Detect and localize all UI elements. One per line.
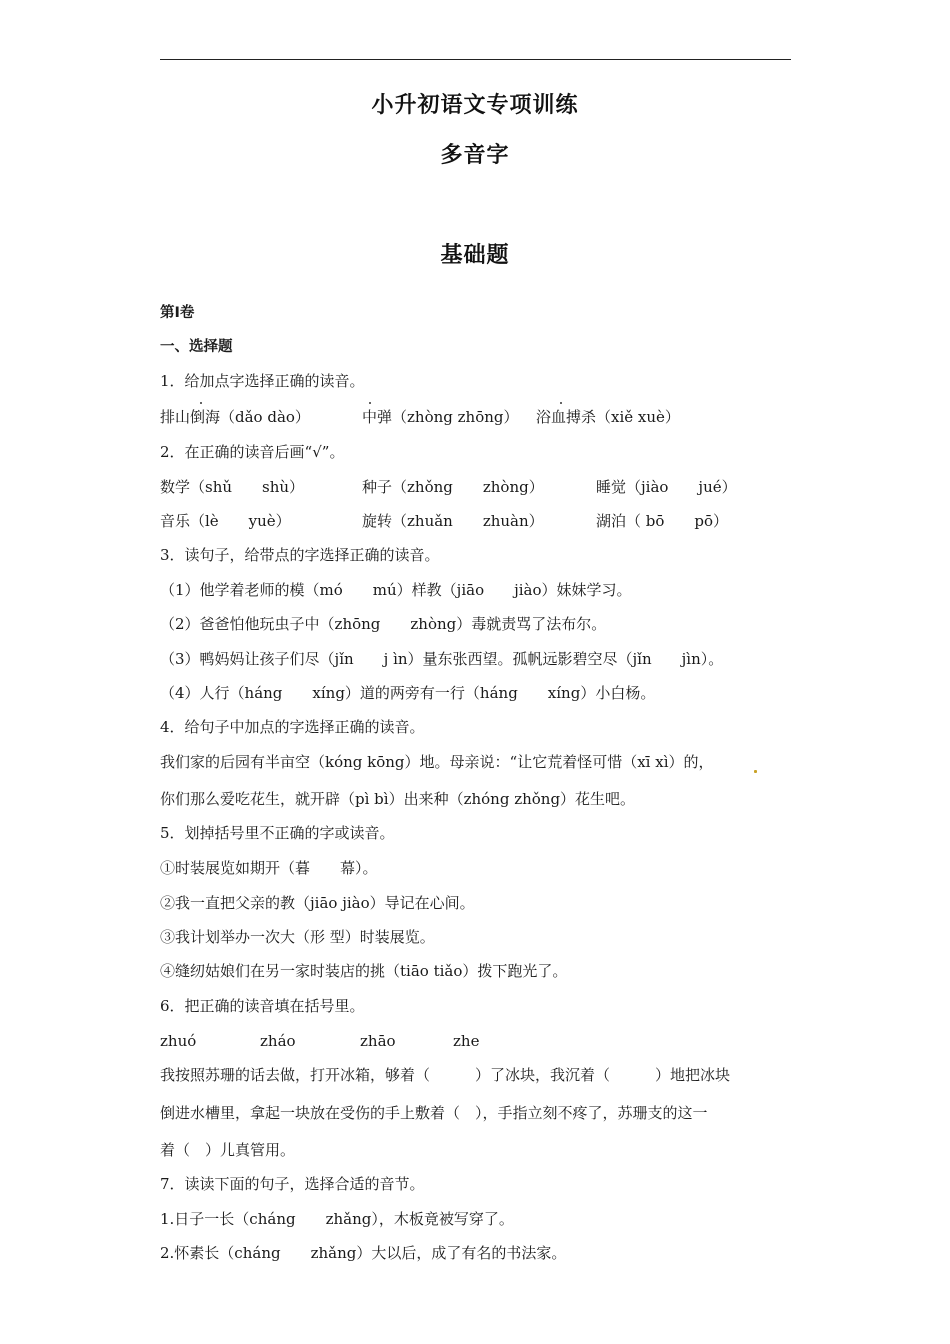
q3-line-1: （1）他学着老师的模（mó mú）样教（jiāo jiào）妹妹学习。 [160,581,632,599]
q2-r1-item-1: 数学（shǔ shù） [160,478,305,496]
q3-line-4: （4）人行（háng xíng）道的两旁有一行（háng xíng）小白杨。 [160,684,656,702]
q3-line-2: （2）爸爸怕他玩虫子中（zhōng zhòng）毒就责骂了法布尔。 [160,615,607,633]
emphasis-dot [369,402,371,404]
page-title: 小升初语文专项训练 [371,93,579,118]
header-rule [160,59,791,60]
q6-line-2: 倒进水槽里，拿起一块放在受伤的手上敷着（ ），手指立刻不疼了，苏珊支的这一 [160,1104,708,1122]
q2-r2-item-3: 湖泊（ bō pō） [596,512,729,530]
q4-prompt: 4．给句子中加点的字选择正确的读音。 [160,718,425,736]
page-subtitle: 多音字 [440,143,510,168]
q5-line-1: ①时装展览如期开（暮 幕）。 [160,859,378,877]
q6-option-4: zhe [453,1032,480,1050]
emphasis-dot [754,770,757,773]
q5-line-3: ③我计划举办一次大（形 型）时装展览。 [160,928,435,946]
q7-line-2: 2.怀素长（cháng zhǎng）大以后，成了有名的书法家。 [160,1244,567,1262]
emphasis-dot [560,402,562,404]
q7-line-1: 1.日子一长（cháng zhǎng），木板竟被写穿了。 [160,1210,514,1228]
q1-prompt: 1．给加点字选择正确的读音。 [160,372,365,390]
q2-r1-item-2: 种子（zhǒng zhòng） [362,478,544,496]
q2-r1-item-3: 睡觉（jiào jué） [596,478,737,496]
q5-line-4: ④缝纫姑娘们在另一家时装店的挑（tiāo tiǎo）拨下跑光了。 [160,962,568,980]
section-label: 一、选择题 [160,339,233,355]
q2-r2-item-1: 音乐（lè yuè） [160,512,291,530]
q6-prompt: 6．把正确的读音填在括号里。 [160,997,365,1015]
q6-line-1: 我按照苏珊的话去做，打开冰箱，够着（ ）了冰块，我沉着（ ）地把冰块 [160,1066,731,1084]
q4-line-1: 我们家的后园有半亩空（kóng kōng）地。母亲说：“让它荒着怪可惜（xī xì）的， [160,753,714,771]
q5-prompt: 5．划掉括号里不正确的字或读音。 [160,824,395,842]
q4-line-2: 你们那么爱吃花生，就开辟（pì bì）出来种（zhóng zhǒng）花生吧。 [160,790,636,808]
q6-option-3: zhāo [360,1032,396,1050]
q2-prompt: 2．在正确的读音后画“√”。 [160,443,345,461]
q1-item-3: 浴血搏杀（xiě xuè） [536,408,680,426]
q7-prompt: 7．读读下面的句子，选择合适的音节。 [160,1175,425,1193]
q1-item-2: 中弹（zhòng zhōng） [362,408,519,426]
section-title: 基础题 [440,243,510,268]
q6-option-1: zhuó [160,1032,197,1050]
q6-option-2: zháo [260,1032,296,1050]
emphasis-dot [200,402,202,404]
q2-r2-item-2: 旋转（zhuǎn zhuàn） [362,512,544,530]
q3-prompt: 3．读句子，给带点的字选择正确的读音。 [160,546,440,564]
part-label: 第Ⅰ卷 [160,305,195,321]
q5-line-2: ②我一直把父亲的教（jiāo jiào）导记在心间。 [160,894,475,912]
q1-item-1: 排山倒海（dǎo dào） [160,408,310,426]
q6-line-3: 着（ ）儿真管用。 [160,1141,296,1159]
q3-line-3: （3）鸭妈妈让孩子们尽（jǐn j ìn）量东张西望。孤帆远影碧空尽（jǐn jìn）。 [160,650,724,668]
